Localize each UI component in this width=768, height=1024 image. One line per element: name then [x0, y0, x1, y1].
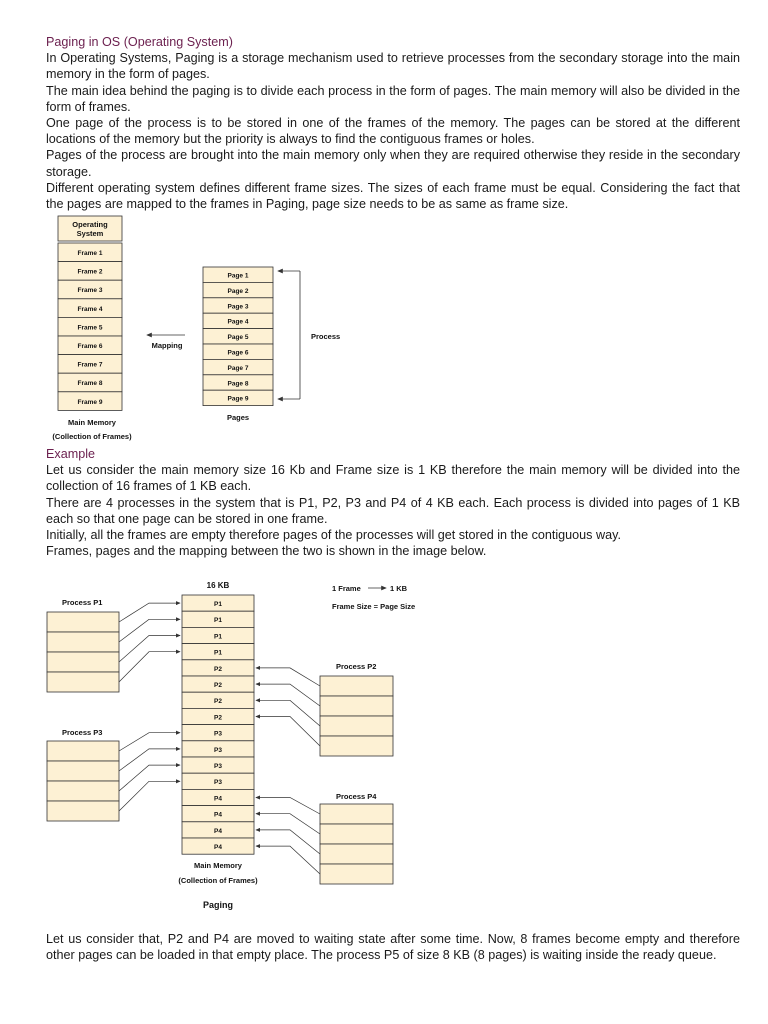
memory-frame-label: P4	[214, 844, 222, 851]
process-p3-page	[47, 801, 119, 821]
frame-label: Frame 2	[77, 268, 103, 276]
page-label: Page 8	[227, 380, 249, 388]
memory-caption: Main Memory	[194, 861, 242, 870]
mapping-arrow	[256, 846, 320, 874]
section-intro	[46, 34, 740, 212]
process-p4-page	[320, 824, 393, 844]
section-heading: Paging in OS (Operating System)	[46, 35, 233, 49]
process-p4-page	[320, 864, 393, 884]
process-p4-label: Process P4	[336, 792, 377, 801]
frame-label: Frame 5	[77, 324, 103, 332]
frame-label: Frame 8	[77, 380, 103, 388]
memory-column	[182, 595, 254, 854]
process-p2-page	[320, 676, 393, 696]
section-example	[46, 446, 740, 559]
mapping-arrow	[256, 700, 320, 726]
page-label: Page 9	[227, 395, 249, 403]
page-column	[203, 267, 273, 406]
frame-label: Frame 1	[77, 250, 103, 257]
memory-frame-label: P3	[214, 730, 222, 738]
figure-title: Paging	[202, 900, 234, 910]
process-p2-label: Process P2	[336, 662, 377, 671]
frame-label: Frame 4	[77, 305, 103, 313]
page-label: Page 2	[227, 287, 249, 295]
mapping-arrow	[119, 652, 180, 682]
memory-frame-label: P3	[214, 779, 222, 787]
paging-mapping-figure	[0, 214, 768, 444]
mapping-arrow	[119, 781, 180, 811]
process-p4-page	[320, 804, 393, 824]
paragraph: Frames, pages and the mapping between the two is shown in the image below.	[46, 544, 487, 559]
memory-caption: Main Memory	[68, 418, 116, 427]
memory-frame-label: P3	[214, 763, 222, 770]
page-label: Page 6	[227, 349, 249, 357]
frame-size-equation: Frame Size = Page Size	[332, 602, 416, 611]
process-p1-page	[47, 672, 119, 692]
paragraph: Initially, all the frames are empty therefore pages of the processes will get stored in the contiguous way.	[46, 528, 621, 543]
frame-label: Frame 9	[77, 398, 103, 406]
mapping-arrow	[256, 798, 320, 815]
os-label: System	[76, 229, 104, 238]
process-p3-label: Process P3	[62, 728, 103, 737]
page-label: Page 1	[227, 272, 249, 280]
frame-column	[58, 243, 122, 410]
page-label: Page 3	[227, 303, 249, 311]
memory-frame-label: P1	[214, 617, 222, 625]
paragraph: There are 4 processes in the system that is P1, P2, P3 and P4 of 4 KB each. Each process is divided into pages of 1 KB each so that one page can be stored in one frame.	[46, 495, 740, 526]
memory-frame-label: P2	[214, 714, 222, 722]
paragraph: Let us consider the main memory size 16 Kb and Frame size is 1 KB therefore the main memory will be divided into the collection of 16 frames of 1 KB each.	[46, 463, 740, 494]
memory-frame-label: P4	[214, 795, 222, 803]
page-label: Page 4	[227, 318, 249, 326]
paging-example-figure	[0, 576, 768, 916]
paragraph: In Operating Systems, Paging is a storage mechanism used to retrieve processes from the secondary storage into the main memory in the form of pages.	[46, 51, 740, 82]
memory-size-label: 16 KB	[206, 581, 230, 590]
memory-frame-label: P3	[214, 746, 222, 754]
frame-label: Frame 7	[77, 361, 103, 369]
paragraph: Let us consider that, P2 and P4 are moved to waiting state after some time. Now, 8 frames become empty and therefore other pages can be loaded in that empty place. The process P5 of size 8 KB (8 pages) is waiting inside the ready queue.	[46, 932, 740, 963]
memory-frame-label: P4	[214, 827, 222, 835]
mapping-arrow	[256, 814, 320, 834]
memory-frame-label: P1	[214, 633, 222, 641]
mapping-arrow	[256, 830, 320, 854]
process-label: Process	[311, 332, 341, 341]
memory-caption: (Collection of Frames)	[52, 432, 132, 441]
process-p4-page	[320, 844, 393, 864]
process-p2-page	[320, 696, 393, 716]
memory-frame-label: P2	[214, 665, 222, 673]
process-p1-page	[47, 632, 119, 652]
memory-frame-label: P2	[214, 682, 222, 689]
frame-label: Frame 6	[77, 343, 103, 350]
mapping-arrow	[119, 733, 180, 751]
process-p1-label: Process P1	[62, 598, 103, 607]
process-p2-page	[320, 716, 393, 736]
os-label: Operating	[72, 220, 108, 229]
mapping-arrow	[119, 619, 180, 642]
memory-frame-label: P4	[214, 811, 222, 819]
memory-frame-label: P1	[214, 649, 222, 657]
pages-caption: Pages	[226, 413, 250, 422]
paragraph: Pages of the process are brought into the main memory only when they are required otherwise they reside in the secondary storage.	[46, 148, 740, 179]
paragraph: Different operating system defines different frame sizes. The sizes of each frame must be equal. Considering the fact that the pages are mapped to the frames in Paging, page size needs to be as same as frame size.	[46, 180, 740, 212]
paragraph: The main idea behind the paging is to divide each process in the form of pages. The main memory will also be divided in the form of frames.	[46, 83, 740, 114]
memory-caption: (Collection of Frames)	[178, 876, 258, 885]
mapping-label: Mapping	[151, 341, 183, 350]
process-p2-page	[320, 736, 393, 756]
process-p1-page	[47, 612, 119, 632]
frame-key-label: 1 Frame	[332, 584, 361, 593]
mapping-arrow	[119, 636, 180, 663]
section-heading: Example	[46, 447, 95, 461]
memory-frame-label: P2	[214, 698, 222, 706]
frame-label: Frame 3	[77, 287, 103, 295]
process-p1-page	[47, 652, 119, 672]
process-p3-page	[47, 781, 119, 801]
page-label: Page 5	[227, 334, 249, 342]
mapping-arrow	[119, 765, 180, 791]
memory-frame-label: P1	[214, 601, 222, 608]
frame-key-value: 1 KB	[390, 584, 408, 593]
page-label: Page 7	[227, 364, 249, 372]
mapping-arrow	[256, 717, 320, 747]
process-p3-page	[47, 741, 119, 761]
paragraph: One page of the process is to be stored in one of the frames of the memory. The pages can be stored at the different locations of the memory but the priority is always to find the contiguous frames or holes.	[46, 116, 740, 147]
mapping-arrow	[119, 749, 180, 771]
section-conclusion	[46, 931, 740, 963]
process-p3-page	[47, 761, 119, 781]
mapping-arrow	[256, 684, 320, 706]
mapping-arrow	[256, 668, 320, 686]
